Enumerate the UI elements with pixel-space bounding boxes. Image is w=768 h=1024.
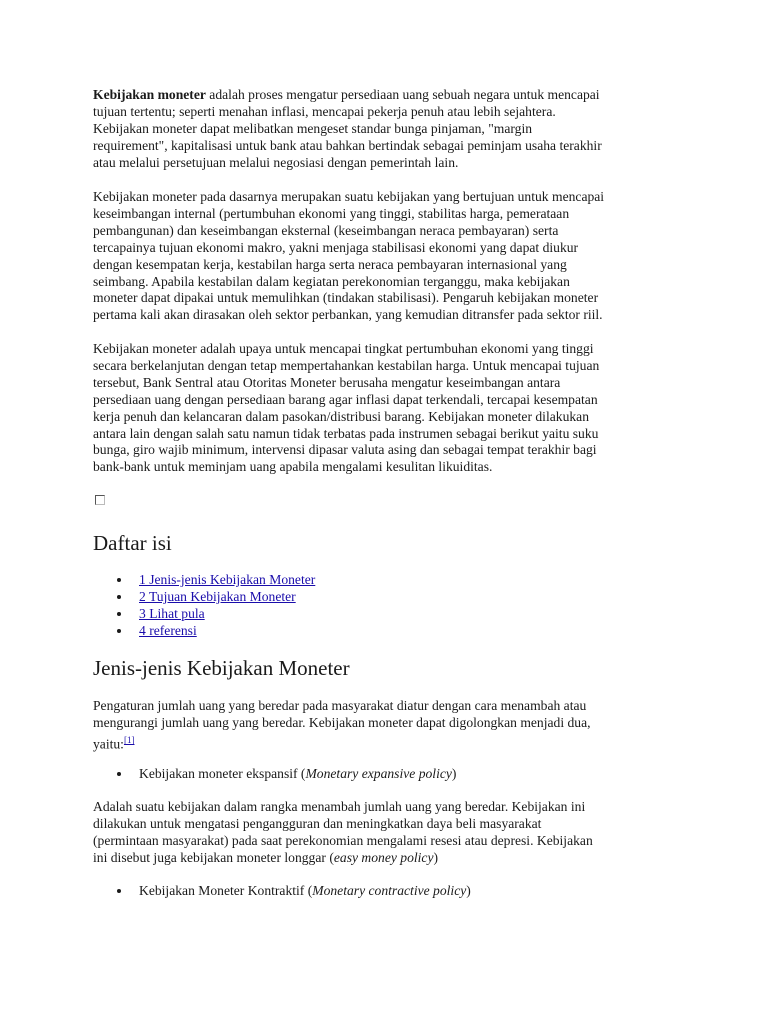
paragraph-line: keseimbangan internal (pertumbuhan ekonomi yang tinggi, stabilitas harga, pemerataan — [93, 205, 570, 221]
paragraph-line: seimbang. Apabila kestabilan dalam kegiatan perekonomian terganggu, maka kebijakan — [93, 273, 570, 289]
bullet-close: ) — [466, 883, 471, 898]
paragraph-line: dengan kesempatan kerja, kestabilan harga serta neraca pembayaran internasional yang — [93, 256, 567, 272]
paragraph-line: antara lain dengan salah satu namun tidak terbatas pada instrumen sebagai berikut yaitu suku — [93, 425, 599, 441]
footnote-ref — [124, 734, 135, 746]
intro-term: Kebijakan moneter — [93, 87, 206, 102]
paragraph-line: pertama kali akan dirasakan oleh sektor perbankan, yang kemudian ditransfer pada sektor riil. — [93, 307, 603, 323]
paragraph-line: pembangunan) dan keseimbangan eksternal (keseimbangan neraca pembayaran) serta — [93, 222, 559, 238]
bullet-icon — [117, 772, 121, 776]
paragraph-close: ) — [433, 849, 439, 865]
paragraph-line: tersebut, Bank Sentral atau Otoritas Moneter berusaha mengatur keseimbangan antara — [93, 374, 561, 390]
paragraph-line: yaitu: — [93, 736, 124, 752]
section-heading: Jenis-jenis Kebijakan Moneter — [93, 656, 350, 680]
bullet-icon — [117, 578, 121, 582]
paragraph-3 — [93, 341, 683, 476]
toc-link-referensi[interactable]: 4 referensi — [139, 623, 197, 638]
intro-line: tujuan tertentu; seperti menahan inflasi, mencapai pekerja penuh atau lebih sejahtera. — [93, 103, 556, 119]
intro-paragraph — [93, 87, 683, 172]
paragraph-line: Adalah suatu kebijakan dalam rangka menambah jumlah uang yang beredar. Kebijakan ini — [93, 799, 586, 814]
bullet-label: Kebijakan moneter ekspansif ( — [139, 766, 306, 781]
footnote-link[interactable]: [1] — [123, 734, 135, 745]
paragraph-line: kerja penuh dan kelancaran dalam pasokan/distribusi barang. Kebijakan moneter dilakukan — [93, 408, 589, 424]
bullet-text — [139, 765, 456, 782]
toc-link-jenis[interactable]: 1 Jenis-jenis Kebijakan Moneter — [139, 572, 316, 587]
intro-line: Kebijakan moneter dapat melibatkan mengeset standar bunga pinjaman, "margin — [93, 120, 533, 136]
bullet-icon — [117, 629, 121, 633]
paragraph-line: secara berkelanjutan dengan tetap mempertahankan kestabilan harga. Untuk mencapai tujuan — [93, 357, 600, 373]
paragraph-line: Kebijakan moneter pada dasarnya merupakan suatu kebijakan yang bertujuan untuk mencapai — [93, 189, 605, 204]
paragraph-line: persediaan uang dengan persediaan barang agar inflasi dapat terkendali, tercapai kesempatan — [93, 391, 598, 407]
toc-link-lihat-pula[interactable]: 3 Lihat pula — [139, 606, 205, 621]
bullet-label: Kebijakan Moneter Kontraktif ( — [139, 883, 313, 898]
bullet-close: ) — [451, 766, 457, 781]
paragraph-line: Kebijakan moneter adalah upaya untuk mencapai tingkat pertumbuhan ekonomi yang tinggi — [93, 341, 594, 356]
intro-line: adalah proses mengatur persediaan uang sebuah negara untuk mencapai — [205, 87, 600, 102]
paragraph-line: moneter dapat dipakai untuk memulihkan (tindakan stabilisasi). Pengaruh kebijakan moneter — [93, 290, 599, 306]
paragraph-line: mengurangi jumlah uang yang beredar. Kebijakan moneter dapat digolongkan menjadi dua, — [93, 714, 591, 730]
bullet-icon — [117, 889, 121, 893]
paragraph-line: tercapainya tujuan ekonomi makro, yakni menjaga stabilisasi ekonomi yang dapat diukur — [93, 239, 579, 255]
paragraph-line: bunga, giro wajib minimum, intervensi dipasar valuta asing dan sebagai tempat terakhir bagi — [93, 442, 597, 458]
toc-toggle-checkbox[interactable] — [95, 495, 105, 505]
bullet-italic: Monetary contractive policy — [312, 883, 467, 898]
paragraph-line: (permintaan masyarakat) pada saat perekonomian mengalami resesi atau depresi. Kebijakan — [93, 832, 593, 848]
toc-heading: Daftar isi — [93, 531, 172, 555]
paragraph-line: dilakukan untuk mengatasi pengangguran dan meningkatkan daya beli masyarakat — [93, 815, 542, 831]
expansive-paragraph — [93, 799, 683, 867]
toc-link-tujuan[interactable]: 2 Tujuan Kebijakan Moneter — [139, 589, 296, 604]
paragraph-line: ini disebut juga kebijakan moneter longgar ( — [93, 849, 334, 865]
bullet-text — [139, 882, 471, 899]
paragraph-italic: easy money policy — [333, 849, 434, 865]
intro-line: atau melalui persetujuan melalui negosiasi dengan pemerintah lain. — [93, 154, 459, 170]
paragraph-line: Pengaturan jumlah uang yang beredar pada masyarakat diatur dengan cara menambah atau — [93, 698, 587, 713]
bullet-icon — [117, 595, 121, 599]
intro-line: requirement", kapitalisasi untuk bank atau bahkan bertindak sebagai peminjam usaha terakhir — [93, 137, 602, 153]
bullet-icon — [117, 612, 121, 616]
paragraph-2 — [93, 189, 683, 324]
paragraph-line: bank-bank untuk meminjam uang apabila mengalami kesulitan likuiditas. — [93, 459, 493, 475]
bullet-italic: Monetary expansive policy — [305, 766, 452, 781]
section-intro-paragraph — [93, 698, 683, 753]
